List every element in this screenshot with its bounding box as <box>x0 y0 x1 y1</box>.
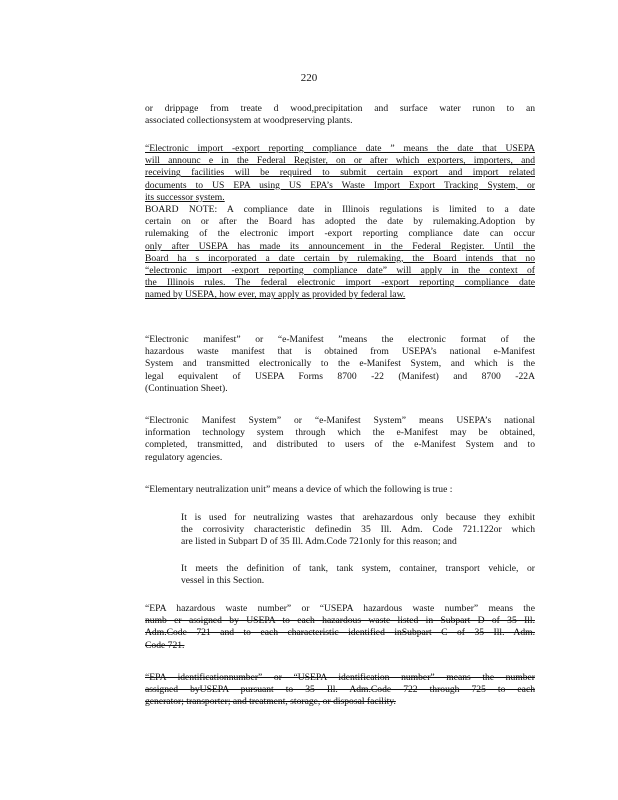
paragraph-drippage <box>145 103 535 127</box>
text-line: hazardous waste manifest that is obtained from USEPA’s national e-Manifest <box>145 346 535 358</box>
text-line: certain on or after the Board has adopted the date by rulemaking.Adoption by <box>145 216 535 228</box>
text-line: “Electronic manifest” or “e-Manifest ”means the electronic format of the <box>145 334 535 345</box>
text-line: will announc e in the Federal Register, on or after which exporters, importers, and <box>145 155 535 167</box>
definition-elementary-neutralization-unit <box>145 484 535 496</box>
text-line: information technology system through which the e-Manifest may be obtained, <box>145 427 535 439</box>
text-line: vessel in this Section. <box>181 575 265 587</box>
text-line: assigned byUSEPA pursuant to 35 Ill. Adm.Code 722 through 725 to each <box>145 684 535 696</box>
sub-item-corrosivity <box>181 512 535 549</box>
text-line: named by USEPA, how ever, may apply as provided by federal law. <box>145 289 406 301</box>
text-line: completed, transmitted, and distributed to users of the e-Manifest System and to <box>145 439 535 451</box>
text-line: rulemaking of the electronic import -export reporting compliance date can occur <box>145 228 535 240</box>
text-line: only after USEPA has made its announcement in the Federal Register. Until the <box>145 240 535 252</box>
board-note <box>145 204 535 302</box>
text-line: generator; transporter; and treatment, storage, or disposal facility. <box>145 696 396 708</box>
text-line: System and transmitted electronically to the e-Manifest System, and which is the <box>145 358 535 370</box>
text-line: regulatory agencies. <box>145 451 223 463</box>
definition-electronic-manifest <box>145 334 535 395</box>
text-line: associated collectionsystem at woodpreserving plants. <box>145 115 353 127</box>
text-line: “Electronic import -export reporting compliance date ” means the date that USEPA <box>145 143 535 154</box>
definition-electronic-manifest-system <box>145 415 535 464</box>
text-line: It is used for neutralizing wastes that arehazardous only because they exhibit <box>181 512 535 523</box>
text-line: are listed in Subpart D of 35 Ill. Adm.Code 721only for this reason; and <box>181 536 457 548</box>
text-line: Adm.Code 721 and to each characteristic identified inSubpart C of 35 Ill. Adm. <box>145 627 535 639</box>
text-line: “Electronic Manifest System” or “e-Manifest System” means USEPA’s national <box>145 415 535 426</box>
text-line: its successor system. <box>145 191 225 203</box>
text-line: “electronic import -export reporting compliance date” will apply in the context of <box>145 265 535 277</box>
text-line: documents to US EPA using US EPA’s Waste Import Export Tracking System, or <box>145 179 535 191</box>
definition-epa-hazardous-waste-number <box>145 603 535 652</box>
text-line: numb er assigned by USEPA to each hazardous waste listed in Subpart D of 35 Ill. <box>145 615 535 627</box>
text-line: legal equivalent of USEPA Forms 8700 -22 (Manifest) and 8700 -22A <box>145 370 535 382</box>
text-line: the Illinois rules. The federal electronic import -export reporting compliance date <box>145 277 535 289</box>
text-line: the corrosivity characteristic definedin 35 Ill. Adm. Code 721.122or which <box>181 524 535 536</box>
definition-epa-identification-number <box>145 672 535 709</box>
sub-item-tank-definition <box>181 563 535 587</box>
text-line: or drippage from treate d wood,precipitation and surface water runon to an <box>145 103 535 114</box>
text-line: “Elementary neutralization unit” means a device of which the following is true : <box>145 484 453 495</box>
text-line: “EPA identificationnumber” or “USEPA identification number” means the number <box>145 672 535 683</box>
page-number: 220 <box>300 72 318 84</box>
text-line: It meets the definition of tank, tank system, container, transport vehicle, or <box>181 563 535 574</box>
text-line: (Continuation Sheet). <box>145 382 228 394</box>
text-line: “EPA hazardous waste number” or “USEPA hazardous waste number” means the <box>145 603 535 614</box>
text-line: receiving facilities will be required to submit certain export and import related <box>145 167 535 179</box>
text-line: BOARD NOTE: A compliance date in Illinois regulations is limited to a date <box>145 204 535 215</box>
definition-electronic-import-export-date <box>145 143 535 204</box>
text-line: Code 721. <box>145 639 185 651</box>
text-line: Board ha s incorporated a date certain by rulemaking, the Board intends that no <box>145 252 535 264</box>
